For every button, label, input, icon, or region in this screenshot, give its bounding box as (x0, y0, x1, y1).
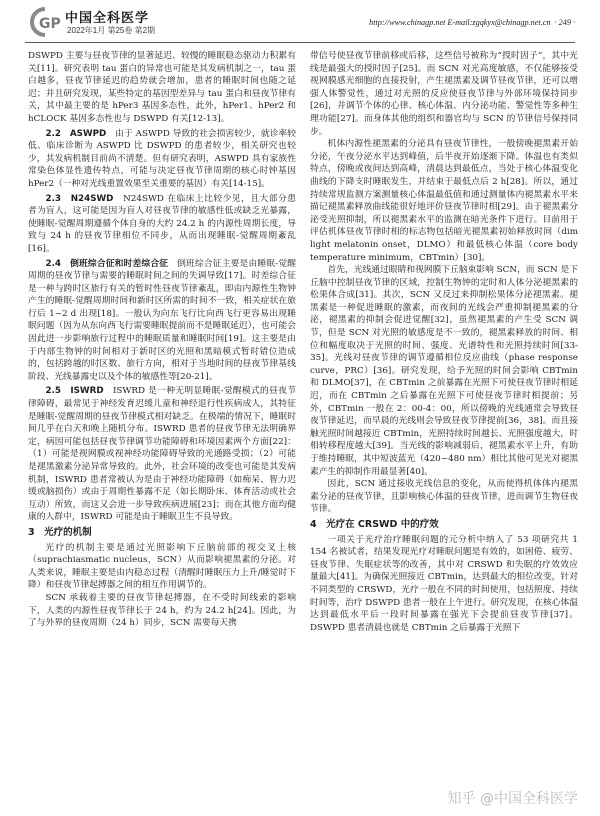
paragraph-text: 带信号使昼夜节律前移或后移，这些信号被称为“授时因子”，其中光线是最强大的授时因子[25]。而 SCN 对光高度敏感，不仅能够接受视网膜感光细胞的直接投射，产生褪黑素及调节昼夜节律，还可以增强人体警觉性，通过对光照的反应使昼夜节律与外部环境保持同步[26]，并调节个体的心律、核心体温、内分泌功能、警觉性等多种生理功能[27]。而身体其他的组织和器官均与 SCN 的节律信号保持同步。 (310, 51, 578, 137)
section-heading: 3 光疗的机制 (28, 526, 92, 538)
issue-info: 2022年1月 第25卷 第2期 (67, 26, 156, 35)
subsection-heading: 2.2 ASWPD (45, 128, 107, 139)
paragraph-text: 一项关于光疗治疗睡眠问题的元分析中纳入了 53 项研究共 1 154 名被试者，结果发现光疗对睡眠问题是有效的，如困倦、疲劳、昼夜节律、失眠症状等的改善，其中对 CRSWD 和失眠的疗效效应量最大[41]。为确保光照接近 CBTmin，达到最大的相位改变，针对不同类型的 CRSWD，光疗一般在不同的时间使用，包括照度、持续时间等，治疗 DSWPD 患者一般在上午进行。研究发现，在核心体温达到最低水平后一段时间暴露在强光下会提前昼夜节律[37]。DSWPD 患者清晨也就是 CBTmin 之后暴露于光照下 (310, 534, 578, 633)
paragraph-text: 倒班综合征主要是由睡眠-觉醒周期的昼夜节律与需要的睡眠时间之间的失调导致[17]。时差综合征是一种与跨时区旅行有关的暂时性昼夜节律紊乱，即由内源性生物钟产生的睡眠-觉醒周期时间和新时区所需的时间不一致，相关症状在旅行后 1~2 d 出现[18]。一般认为向东飞行比向西飞行更容易出现睡眠问题（因为从东向西飞行需要睡眠提前而不是睡眠延迟），也可能会因此进一步影响旅行过程中的睡眠质量和睡眠时间[19]。这主要是由于内部生物钟的时间相对于新时区的光照和黑暗模式暂时错位造成的，包括跨越的时区数、旅行方向，相对于当地时间的昼夜节律基线阶段、光线暴露史以及个体的敏感性等[20-21]。 (28, 258, 296, 382)
watermark: 知乎 @中国全科医学 (447, 791, 578, 807)
journal-title: 中国全科医学 (65, 11, 150, 26)
paragraph-text: 光疗的机制主要是通过光照影响下丘脑前部的视交叉上核（suprachiasmatic nucleus，SCN）从而影响褪黑素的分泌。对人类来说，睡眠主要是由内稳态过程（清醒时睡眠压力上升/睡觉时下降）和昼夜节律起搏器之间的相互作用调节的。 (28, 542, 296, 591)
paragraph (28, 128, 296, 191)
paragraph-text: N24SWD 在临床上比较少见，且大部分患者为盲人，这可能是因为盲人对昼夜节律的敏感性低或缺乏光暴露，使睡眠-觉醒周期遵循个体自身的大约 24.2 h 的内源性周期长度，导致与 24 h 的昼夜节律相位不同步，从而出现睡眠-觉醒周期紊乱[16]。 (28, 193, 296, 254)
paragraph-text: ISWRD 是一种无明显睡眠-觉醒模式的昼夜节律障碍，最常见于神经发育迟缓儿童和神经退行性疾病成人，其特征是睡眠-觉醒周期的昼夜节律模式相对缺乏。在极端的情况下，睡眠时间几乎在白天和晚上随机分布。ISWRD 患者的昼夜节律无法明确界定，病因可能包括昼夜节律调节功能障碍和环境因素两个方面[22]：（1）可能是视网膜或视神经功能障碍导致的光通路受损；（2）可能是褪黑激素分泌异常导致的。此外，社会环境的改变也可能是其发病机制，ISWRD 患者常被认为是由于神经功能障碍（如痴呆、智力迟缓或脑损伤）或由于周期性暴露不足（如长期卧床、体育活动或社会互动）所致，而这又会进一步导致疾病进展[23]；而在其他方面均健康的人群中，ISWRD 可能是由于睡眠卫生不良导致。 (28, 386, 296, 523)
journal-logo-icon (25, 6, 67, 38)
paragraph (310, 264, 578, 478)
paragraph-text: 因此，SCN 通过接收光线信息的变化，从而使得机体体内褪黑素分泌的昼夜节律，且影响核心体温的昼夜节律，进而调节生物昼夜节律。 (310, 479, 578, 515)
paragraph (28, 258, 296, 384)
paragraph (28, 592, 296, 630)
subsection-heading: 2.3 N24SWD (45, 193, 114, 204)
page-number: · 249 · (554, 18, 575, 27)
paragraph (28, 50, 296, 126)
paragraph-text: 机体内源性褪黑素的分泌具有昼夜节律性，一般傍晚褪黑素开始分泌，午夜分泌水平达到峰值，后半夜开始逐渐下降。体温也有类似特点，傍晚或夜间达到高峰，清晨达到最低点，当处于核心体温变化曲线的下降支时睡眠发生，并结束于最低点后 2 h[28]。所以，通过持续常规监测方案测量核心体温最低值和通过测量体内褪黑素水平来描记褪黑素释放曲线能很好地评价昼夜节律时相[29]。由于褪黑素分泌受光照抑制，所以褪黑素水平的监测在暗光条件下进行。目前用于评估机体昼夜节律时相的标志物包括暗光褪黑素初始释放时间（dim light melatonin onset，DLMO）和最低核心体温（core body temperature minimum，CBTmin）[30]。 (310, 139, 578, 263)
svg-text:GP: GP (39, 16, 61, 32)
right-column (310, 50, 578, 634)
paragraph (28, 542, 296, 592)
paragraph (28, 193, 296, 256)
left-column (28, 50, 296, 630)
subsection-heading: 2.5 ISWRD (45, 386, 104, 397)
section-heading: 4 光疗在 CRSWD 中的疗效 (310, 518, 439, 530)
paragraph (310, 138, 578, 264)
paragraph-text: DSWPD 主要与昼夜节律的显著延迟、较慢的睡眠稳态驱动力积累有关[11]。研究表明 tau 蛋白的异常也可能是其发病机制之一，tau 蛋白越多，昼夜节律延迟的趋势就会增加，患者的睡眠时间也随之延迟；并且研究发现，某些特定的基因型差异与 tau 蛋白和昼夜节律有关，其中最主要的是 hPer3 基因多态性，此外，hPer1、hPer2 和 hCLOCK 基因多态性也与 DSWPD 有关[12-13]。 (28, 51, 296, 124)
paragraph (28, 385, 296, 524)
subsection-heading: 2.4 倒班综合征和时差综合征 (45, 258, 169, 269)
header-rule (25, 42, 575, 43)
paragraph-text: 由于 ASWPD 导致的社会损害较少，就诊率较低、临床诊断为 ASWPD 比 DSWPD 的患者较少，相关研究也较少，其发病机制目前尚不清楚。但有研究表明，ASWPD 具有家族性常染色体显性遗传特点，可能与决定昼夜节律周期的核心时钟基因 hPer2（一种对光线重置效果至关重要的基因）有关[14-15]。 (28, 128, 296, 189)
page-header (25, 6, 575, 42)
paragraph (310, 534, 578, 635)
paragraph-text: SCN 承载着主要的昼夜节律起搏器，在不受时间线索的影响下，人类的内源性昼夜节律长于 24 h，约为 24.2 h[24]。因此，为了与外界的昼夜周期（24 h）同步，SCN 需要每天携 (28, 592, 296, 629)
paragraph (310, 50, 578, 138)
header-right (369, 18, 575, 27)
paragraph-text: 首先，光线通过眼睛和视网膜下丘脑束影响 SCN，而 SCN 是下丘脑中控制昼夜节律的区域，控制生物钟的定时和人体分泌褪黑素的松果体合成[31]。其次，SCN 又反过来抑制松果体分泌褪黑素。褪黑素是一种促进睡眠的激素，而夜间的光线会严重抑制褪黑素的分泌，褪黑素的抑制会促进觉醒[32]，虽然褪黑素的产生受 SCN 调节，但是 SCN 对光照的敏感度是不一致的，褪黑素释放的时间、相位和幅度取决于光照的时间、强度、光谱特性和光照持续时间[33-35]。光线对昼夜节律的调节遵循相位反应曲线（phase response curve，PRC）[36]。研究发现，给予光照的时间会影响 CBTmin 和 DLMO[37]，在 CBTmin 之前暴露在光照下可使昼夜节律时相延迟，而在 CBTmin 之后暴露在光照下可使昼夜节律时相提前；另外，CBTmin 一般在 2：00-4：00，所以傍晚的光线通常会导致昼夜节律延迟，而早晨的光线则会导致昼夜节律提前[36，38]。而且接触光照时间越接近 CBTmin，光照持续时间越长、光照强度越大，时相转移程度越大[39]。当光线的影响减弱后，褪黑素水平上升，有助于维持睡眠，其中短波蓝光（420~480 nm）相比其他可见光对褪黑素产生的抑制作用最显著[40]。 (310, 265, 578, 477)
website-email: http://www.chinagp.net E-mail:zgqkyx@chinagp.net.cn (369, 18, 551, 27)
paragraph (310, 478, 578, 516)
